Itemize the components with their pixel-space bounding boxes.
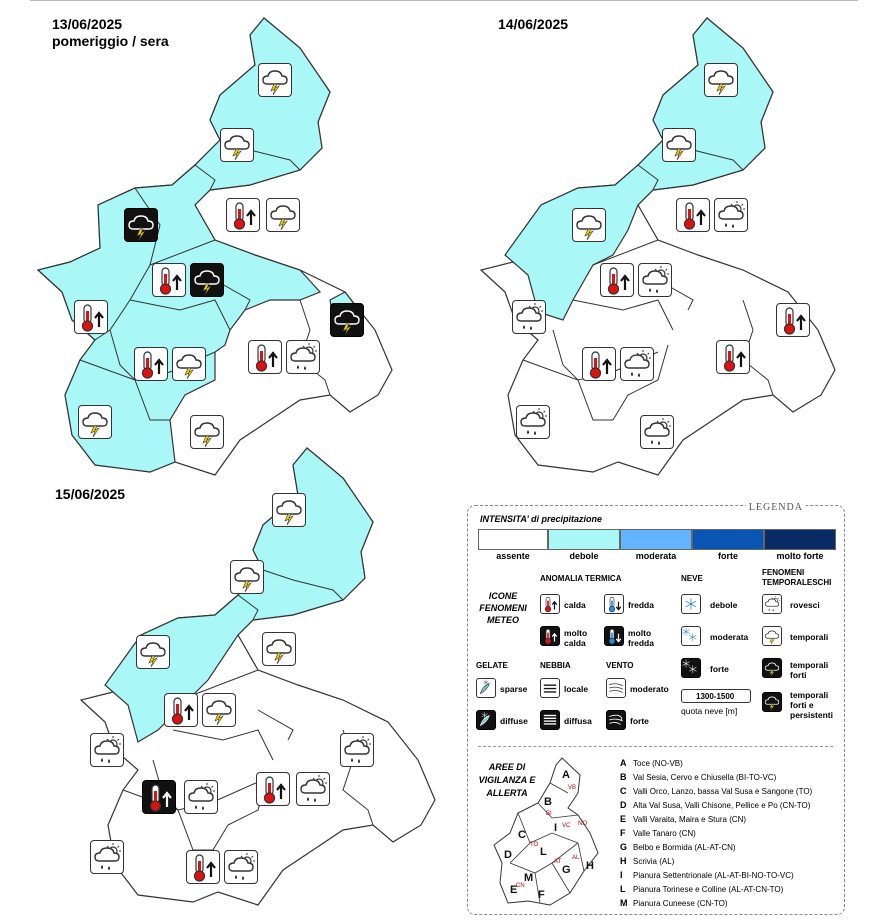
- temporali-icon: [230, 560, 264, 594]
- rovesci-icon: [340, 733, 374, 767]
- area-row-b: [620, 772, 776, 783]
- temporali-icon: [266, 198, 300, 232]
- neve-title: NEVE: [681, 574, 703, 583]
- area-code: L: [620, 884, 626, 894]
- vento-title: VENTO: [606, 661, 634, 670]
- thermo-hot-icon: [164, 693, 198, 727]
- wind-strong-icon-glyph: [607, 711, 625, 729]
- thermo-very-cold-icon: [604, 626, 624, 646]
- rovesci-icon: [296, 772, 330, 806]
- rovesci-icon: [90, 733, 124, 767]
- thermo-hot-icon: [186, 850, 220, 884]
- temporali-icon: [272, 493, 306, 527]
- area-row-f: [620, 828, 696, 839]
- temporali-forti-icon: [124, 208, 158, 242]
- swatch-label-assente: assente: [496, 551, 530, 561]
- minimap-letter-h: H: [586, 860, 594, 872]
- fog-diffuse-icon-glyph: [541, 711, 559, 729]
- area-name: Alta Val Susa, Valli Chisone, Pellice e Po (CN-TO): [633, 801, 811, 810]
- temporali-persistenti-icon: [762, 692, 782, 712]
- swatch-label-forte: forte: [718, 551, 738, 561]
- temporali-icon: [762, 626, 782, 646]
- area-code: B: [620, 772, 627, 782]
- swatch-label-debole: debole: [569, 551, 599, 561]
- area-row-i: [620, 870, 794, 881]
- icone-fenomeni-title: ICONE FENOMENI METEO: [479, 591, 527, 625]
- map1-period: pomeriggio / sera: [52, 33, 169, 49]
- minimap-letter-l: L: [540, 846, 547, 858]
- area-row-l: [620, 884, 783, 895]
- thermo-hot-icon: [582, 347, 616, 381]
- rovesci-icon: [640, 415, 674, 449]
- map2-date: 14/06/2025: [498, 16, 569, 32]
- area-name: Valli Orco, Lanzo, bassa Val Susa e Sangone (TO): [633, 787, 813, 796]
- thermo-very-cold-icon-glyph: [605, 627, 623, 645]
- temporali-icon: [262, 632, 296, 666]
- thermo-very-hot-icon: [142, 780, 176, 814]
- label-molto-calda: molto calda: [564, 628, 588, 648]
- area-row-e: [620, 814, 746, 825]
- rovesci-icon: [512, 300, 546, 334]
- minimap-letter-c: C: [518, 829, 526, 841]
- minimap-prov-al: AL: [572, 855, 580, 861]
- temporali-forti-icon-glyph: [763, 659, 781, 677]
- thermo-cold-icon-glyph: [605, 595, 623, 613]
- thermo-hot-icon: [776, 303, 810, 337]
- rovesci-icon: [714, 198, 748, 232]
- thermo-very-hot-icon-glyph: [541, 627, 559, 645]
- area-code: D: [620, 800, 627, 810]
- thermo-very-hot-icon: [540, 626, 560, 646]
- snow-light-icon-glyph: [682, 595, 700, 613]
- area-name: Val Sesia, Cervo e Chiusella (BI-TO-VC): [633, 773, 777, 782]
- area-name: Scrivia (AL): [633, 857, 675, 866]
- temporali-icon: [662, 128, 696, 162]
- temporali-icon: [258, 63, 292, 97]
- wind-moderate-icon-glyph: [607, 679, 625, 697]
- area-code: H: [620, 856, 627, 866]
- minimap-letter-a: A: [562, 769, 570, 781]
- temporali-icon: [220, 128, 254, 162]
- label-nebbia-locale: locale: [564, 684, 589, 694]
- quota-neve-label: quota neve [m]: [681, 706, 738, 716]
- snow-heavy-icon: [681, 658, 701, 678]
- wind-strong-icon: [606, 710, 626, 730]
- area-name: Pianura Cuneese (CN-TO): [633, 899, 728, 908]
- frost-sparse-icon-glyph: [477, 679, 495, 697]
- area-code: F: [620, 828, 626, 838]
- rovesci-icon: [286, 340, 320, 374]
- temporali-icon: [78, 405, 112, 439]
- snow-moderate-icon: [681, 626, 701, 646]
- temporali-forti-icon: [330, 303, 364, 337]
- area-name: Pianura Torinese e Colline (AL-AT-CN-TO): [633, 885, 784, 894]
- snow-light-icon: [681, 594, 701, 614]
- fog-local-icon: [540, 678, 560, 698]
- rovesci-icon: [90, 840, 124, 874]
- label-calda: calda: [564, 600, 586, 610]
- quota-neve-value: 1300-1500: [696, 692, 735, 701]
- legend-divider: [478, 746, 833, 747]
- label-neve-debole: debole: [710, 600, 738, 610]
- wind-moderate-icon: [606, 678, 626, 698]
- anomalia-title: ANOMALIA TERMICA: [540, 574, 622, 583]
- area-row-d: [620, 800, 810, 811]
- label-nebbia-diffusa: diffusa: [564, 716, 592, 726]
- rovesci-icon: [184, 780, 218, 814]
- area-row-h: [620, 856, 674, 867]
- minimap-prov-no: NO: [578, 821, 587, 827]
- swatch-molto-forte: [764, 529, 836, 550]
- thermo-cold-icon: [604, 594, 624, 614]
- map1-date: 13/06/2025: [52, 16, 123, 32]
- nebbia-title: NEBBIA: [540, 661, 571, 670]
- thermo-hot-icon: [716, 340, 750, 374]
- areas-minimap: [480, 753, 610, 913]
- rovesci-icon: [516, 405, 550, 439]
- thermo-hot-icon: [676, 198, 710, 232]
- thermo-hot-icon: [600, 263, 634, 297]
- minimap-letter-m: M: [524, 872, 534, 884]
- swatch-label-molto-forte: molto forte: [776, 551, 824, 561]
- thermo-hot-icon: [248, 340, 282, 374]
- frost-diffuse-icon: [476, 710, 496, 730]
- area-row-m: [620, 898, 728, 909]
- label-molto-fredda: molto fredda: [628, 628, 654, 648]
- area-row-a: [620, 758, 683, 769]
- label-rovesci: rovesci: [790, 600, 820, 610]
- temporali-icon-glyph: [763, 627, 781, 645]
- area-code: G: [620, 842, 628, 852]
- gelate-title: GELATE: [476, 661, 508, 670]
- area-code: E: [620, 814, 627, 824]
- swatch-forte: [692, 529, 764, 550]
- minimap-prov-at: AT: [554, 859, 562, 865]
- minimap-prov-vc: VC: [562, 823, 571, 829]
- area-row-c: [620, 786, 812, 797]
- frost-diffuse-icon-glyph: [477, 711, 495, 729]
- map3: [81, 448, 435, 905]
- thermo-hot-icon: [152, 263, 186, 297]
- quota-neve-badge: [681, 689, 751, 703]
- rovesci-icon-glyph: [763, 595, 781, 613]
- swatch-moderata: [620, 529, 692, 550]
- temporali-icon: [572, 208, 606, 242]
- label-temporali: temporali: [790, 632, 829, 642]
- swatch-assente: [478, 529, 548, 550]
- minimap-prov-vb: VB: [568, 785, 577, 791]
- swatch-debole: [548, 529, 620, 550]
- minimap-prov-bi: BI: [546, 811, 552, 817]
- area-code: I: [620, 870, 623, 880]
- minimap-letter-e: E: [510, 884, 518, 896]
- label-fredda: fredda: [628, 600, 654, 610]
- label-vento-forte: forte: [630, 716, 649, 726]
- snow-moderate-icon-glyph: [682, 627, 700, 645]
- thermo-hot-icon-glyph: [541, 595, 559, 613]
- label-temporali-persistenti: temporali forti e persistenti: [790, 690, 833, 720]
- minimap-letter-g: G: [562, 864, 571, 876]
- area-code: C: [620, 786, 627, 796]
- area-row-g: [620, 842, 736, 853]
- temporali-forti-icon: [190, 263, 224, 297]
- label-gelate-diffuse: diffuse: [500, 716, 528, 726]
- minimap-prov-to: TO: [530, 842, 539, 848]
- map3-date: 15/06/2025: [55, 486, 126, 502]
- temporali-icon: [704, 63, 738, 97]
- minimap-prov-cn: CN: [516, 883, 525, 889]
- swatch-label-moderata: moderata: [635, 551, 677, 561]
- rovesci-icon: [620, 347, 654, 381]
- label-vento-moderato: moderato: [630, 684, 669, 694]
- snow-heavy-icon-glyph: [682, 659, 700, 677]
- label-neve-forte: forte: [710, 664, 729, 674]
- temporali-forti-icon: [762, 658, 782, 678]
- thermo-hot-icon: [256, 772, 290, 806]
- intensity-title: INTENSITA’ di precipitazione: [480, 514, 603, 524]
- area-name: Valli Varaita, Maira e Stura (CN): [633, 815, 747, 824]
- rovesci-icon: [638, 263, 672, 297]
- fog-local-icon-glyph: [541, 679, 559, 697]
- minimap-letter-b: B: [544, 796, 552, 808]
- area-name: Valle Tanaro (CN): [633, 829, 696, 838]
- area-code: M: [620, 898, 628, 908]
- area-name: Belbo e Bormida (AL-AT-CN): [633, 843, 736, 852]
- minimap-letter-d: D: [504, 849, 512, 861]
- label-gelate-sparse: sparse: [500, 684, 528, 694]
- area-name: Pianura Settentrionale (AL-AT-BI-NO-TO-VC): [633, 871, 794, 880]
- rovesci-icon: [762, 594, 782, 614]
- thermo-hot-icon: [226, 198, 260, 232]
- temporali-icon: [202, 693, 236, 727]
- temporali-icon: [190, 415, 224, 449]
- aree-title: AREE DI VIGILANZA E ALLERTA: [478, 762, 536, 798]
- rovesci-icon: [224, 850, 258, 884]
- thermo-hot-icon: [540, 594, 560, 614]
- temporal-title: FENOMENI TEMPORALESCHI: [762, 568, 832, 587]
- frost-sparse-icon: [476, 678, 496, 698]
- minimap-letter-i: I: [554, 822, 558, 834]
- temporali-persistenti-icon-glyph: [763, 693, 781, 711]
- minimap-letter-f: F: [538, 889, 545, 901]
- thermo-hot-icon: [134, 347, 168, 381]
- legend-title: LEGENDA: [746, 502, 806, 513]
- fog-diffuse-icon: [540, 710, 560, 730]
- label-neve-moderata: moderata: [710, 632, 749, 642]
- temporali-icon: [136, 635, 170, 669]
- thermo-hot-icon: [74, 300, 108, 334]
- legend-box: [467, 502, 845, 915]
- label-temporali-forti: temporali forti: [790, 660, 829, 680]
- area-code: A: [620, 758, 627, 768]
- temporali-icon: [172, 347, 206, 381]
- area-name: Toce (NO-VB): [633, 759, 683, 768]
